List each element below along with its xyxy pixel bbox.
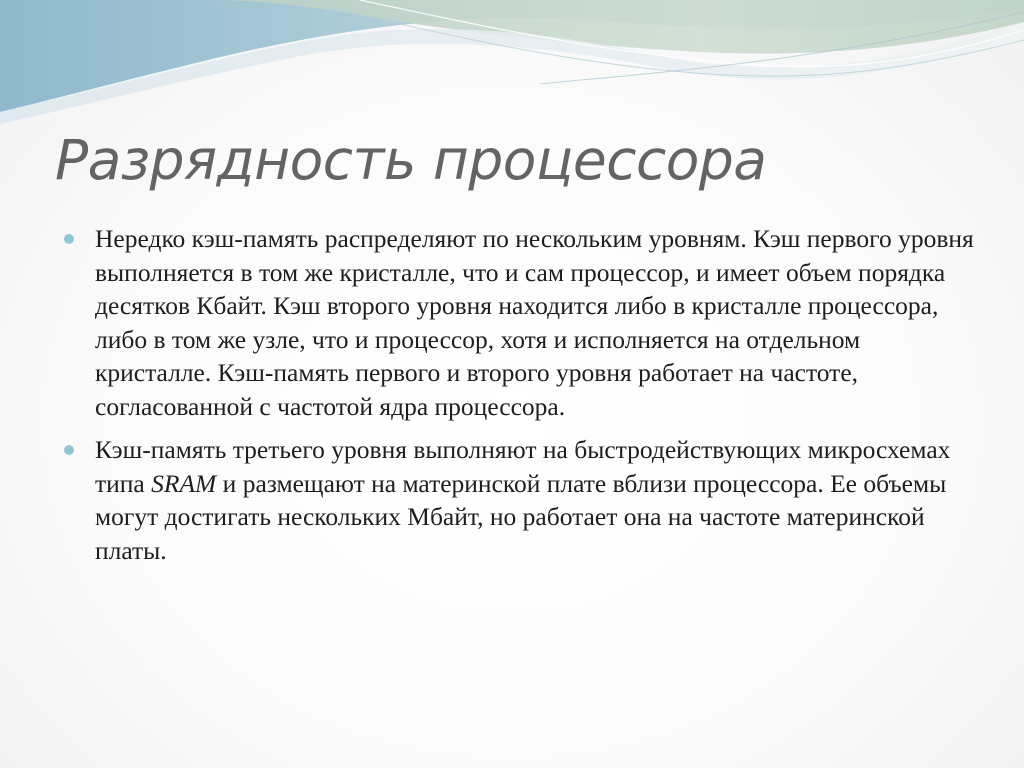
decorative-wave-header	[0, 0, 1024, 130]
bullet-marker	[64, 234, 74, 244]
bullet-text-part: и размещают на материнской плате вблизи процессора. Ее объемы могут достигать нескольких Мбайт, но работает она на частоте материнской платы.	[95, 468, 947, 565]
bullet-text-part: Кэш-память третьего уровня выполняют на быстродействующих микросхемах типа	[95, 435, 951, 498]
bullet-text: Нередко кэш-память распределяют по нескольким уровням. Кэш первого уровня выполняется в том же кристалле, что и сам процессор, и имеет объем порядка десятков Кбайт. Кэш второго уровня находится либо в кристалле процессора, либо в том же узле, что и процессор, хотя и исполняется на отдельном кристалле. Кэш-память первого и второго уровня работает на частоте, согласованной с частотой ядра процессора.	[95, 224, 974, 421]
bullet-text-italic: SRAM	[151, 468, 217, 498]
bullet-item	[60, 222, 980, 423]
bullet-item	[60, 433, 980, 567]
bullet-text	[95, 433, 980, 567]
bullet-marker	[64, 445, 74, 455]
bullet-list	[60, 222, 980, 577]
slide-title: Разрядность процессора	[55, 128, 767, 192]
